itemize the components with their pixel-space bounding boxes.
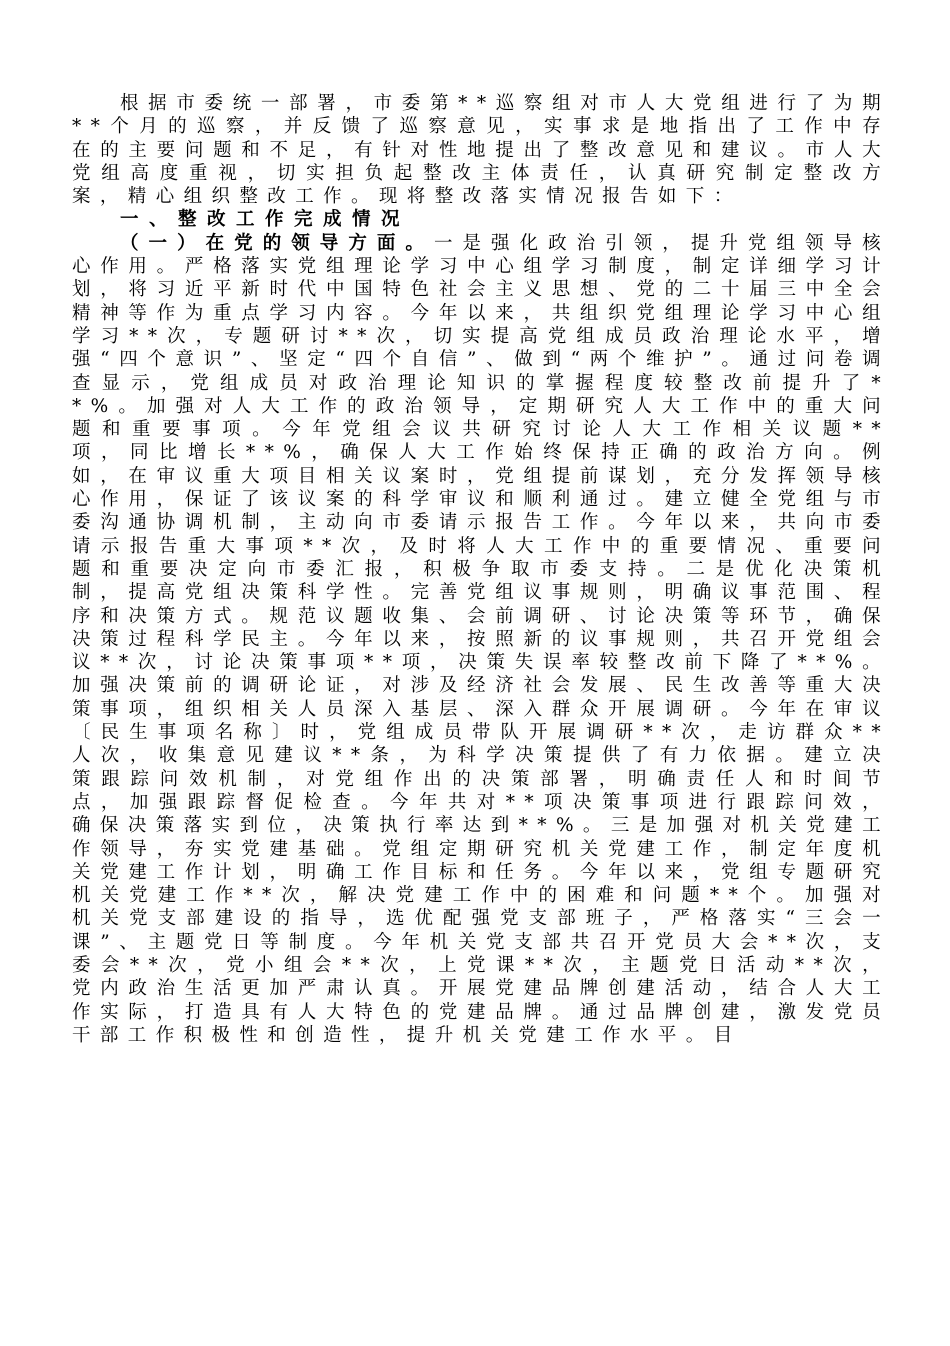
subsection-body: 一是强化政治引领，提升党组领导核心作用。严格落实党组理论学习中心组学习制度，制定详细学习计划，将习近平新时代中国特色社会主义思想、党的二十届三中全会精神等作为重点学习内容。今年以来，共组织党组理论学习中心组学习**次，专题研讨**次，切实提高党组成员政治理论水平，增强“四个意识”、坚定“四个自信”、做到“两个维护”。通过问卷调查显示，党组成员对政治理论知识的掌握程度较整改前提升了**%。加强对人大工作的政治领导，定期研究人大工作中的重大问题和重要事项。今年党组会议共研究讨论人大工作相关议题**项，同比增长**%，确保人大工作始终保持正确的政治方向。例如，在审议重大项目相关议案时，党组提前谋划，充分发挥领导核心作用，保证了该议案的科学审议和顺利通过。建立健全党组与市委沟通协调机制，主动向市委请示报告工作。今年以来，共向市委请示报告重大事项**次，及时将人大工作中的重要情况、重要问题和重要决定向市委汇报，积极争取市委支持。二是优化决策机制，提高党组决策科学性。完善党组议事规则，明确议事范围、程序和决策方式。规范议题收集、会前调研、讨论决策等环节，确保决策过程科学民主。今年以来，按照新的议事规则，共召开党组会议**次，讨论决策事项**项，决策失误率较整改前下降了**%。加强决策前的调研论证，对涉及经济社会发展、民生改善等重大决策事项，组织相关人员深入基层、深入群众开展调研。今年在审议〔民生事项名称〕时，党组成员带队开展调研**次，走访群众**人次，收集意见建议**条，为科学决策提供了有力依据。建立决策跟踪问效机制，对党组作出的决策部署，明确责任人和时间节点，加强跟踪督促检查。今年共对**项决策事项进行跟踪问效，确保决策落实到位，决策执行率达到**%。三是加强对机关党建工作领导，夯实党建基础。党组定期研究机关党建工作，制定年度机关党建工作计划，明确工作目标和任务。今年以来，党组专题研究机关党建工作**次，解决党建工作中的困难和问题**个。加强对机关党支部建设的指导，选优配强党支部班子，严格落实“三会一课”、主题党日等制度。今年机关党支部共召开党员大会**次，支委会**次，党小组会**次，上党课**次，主题党日活动**次，党内政治生活更加严肃认真。开展党建品牌创建活动，结合人大工作实际，打造具有人大特色的党建品牌。通过品牌创建，激发党员干部工作积极性和创造性，提升机关党建工作水平。目 (72, 232, 890, 1046)
intro-paragraph: 根据市委统一部署，市委第**巡察组对市人大党组进行了为期**个月的巡察，并反馈了巡察意见，实事求是地指出了工作中存在的主要问题和不足，有针对性地提出了整改意见和建议。市人大党组高度重视，切实担负起整改主体责任，认真研究制定整改方案，精心组织整改工作。现将整改落实情况报告如下： (72, 93, 890, 208)
document-page (72, 92, 890, 1047)
subsection-paragraph (72, 232, 890, 1047)
section-heading: 一、整改工作完成情况 (120, 209, 411, 231)
subsection-heading: （一）在党的领导方面。 (120, 232, 434, 254)
